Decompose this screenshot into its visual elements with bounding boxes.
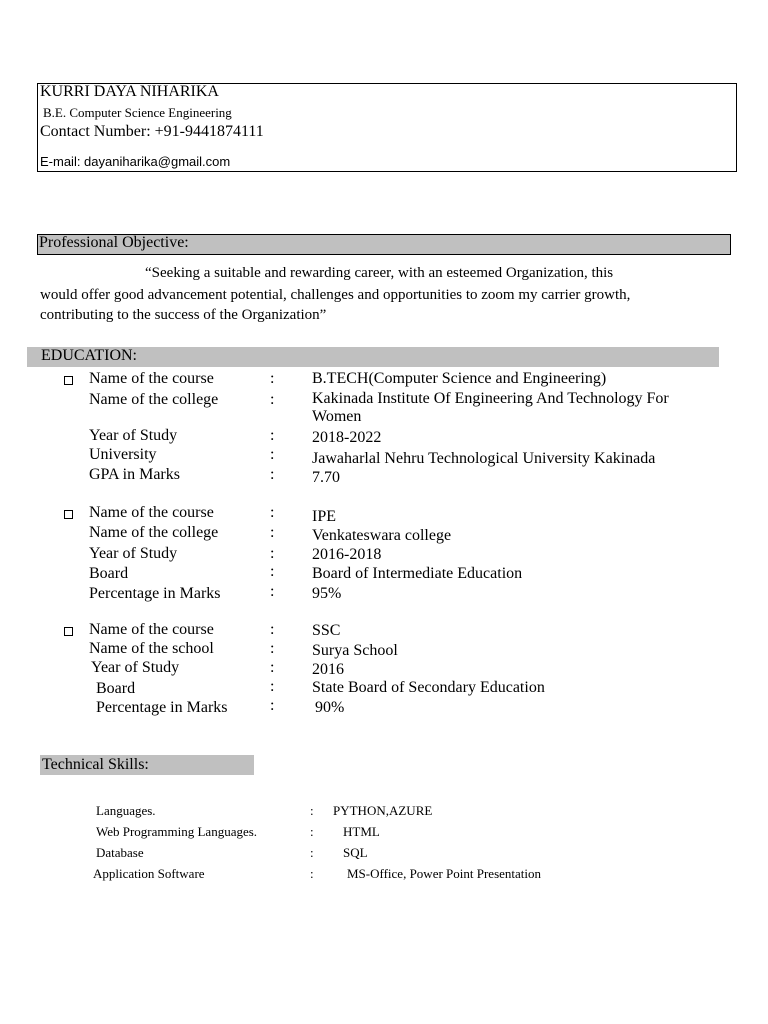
colon: : [270,370,275,387]
ipe-year-label: Year of Study [89,545,178,562]
btech-college-value-2: Women [312,408,362,425]
ipe-course-label: Name of the course [89,504,214,521]
ipe-college-label: Name of the college [89,524,219,541]
candidate-name: KURRI DAYA NIHARIKA [40,83,219,100]
colon: : [270,583,275,600]
ssc-school-value: Surya School [312,642,398,659]
education-heading: EDUCATION: [41,347,137,364]
skills-languages-value: PYTHON,AZURE [333,803,433,818]
skills-app-label: Application Software [93,866,205,881]
btech-university-value: Jawaharlal Nehru Technological University Kakinada [312,450,656,467]
objective-line-2: would offer good advancement potential, challenges and opportunities to zoom my carrier growth, [40,287,631,303]
colon: : [270,504,275,521]
ssc-board-label: Board [96,680,136,697]
ssc-course-value: SSC [312,622,341,639]
objective-line-3: contributing to the success of the Organization” [40,307,327,323]
ssc-course-label: Name of the course [89,621,214,638]
ipe-college-value: Venkateswara college [312,527,452,544]
colon: : [310,803,314,818]
colon: : [270,563,275,580]
btech-year-label: Year of Study [89,427,178,444]
ssc-year-label: Year of Study [91,659,180,676]
checkbox-icon [64,376,73,385]
ipe-course-value: IPE [312,508,336,525]
skills-app-value: MS-Office, Power Point Presentation [347,866,542,881]
colon: : [270,446,275,463]
ipe-percentage-value: 95% [312,585,342,602]
objective-heading: Professional Objective: [39,234,189,251]
ssc-percentage-value: 90% [315,699,345,716]
ssc-board-value: State Board of Secondary Education [312,679,545,696]
colon: : [270,427,275,444]
ssc-year-value: 2016 [312,661,344,678]
colon: : [270,391,275,408]
colon: : [310,824,314,839]
btech-college-label: Name of the college [89,391,219,408]
ssc-school-label: Name of the school [89,640,214,657]
colon: : [310,866,314,881]
degree: B.E. Computer Science Engineering [43,105,232,120]
colon: : [310,845,314,860]
objective-line-1: “Seeking a suitable and rewarding career, with an esteemed Organization, this [145,265,614,281]
colon: : [270,678,275,695]
checkbox-icon [64,627,73,636]
ipe-year-value: 2016-2018 [312,546,382,563]
skills-heading: Technical Skills: [42,756,149,773]
ssc-percentage-label: Percentage in Marks [96,699,228,716]
ipe-percentage-label: Percentage in Marks [89,585,221,602]
colon: : [270,524,275,541]
colon: : [270,466,275,483]
skills-database-label: Database [96,845,144,860]
btech-gpa-label: GPA in Marks [89,466,180,483]
contact-number: Contact Number: +91-9441874111 [40,123,264,140]
colon: : [270,697,275,714]
colon: : [270,545,275,562]
btech-course-value: B.TECH(Computer Science and Engineering) [312,370,607,387]
checkbox-icon [64,510,73,519]
btech-gpa-value: 7.70 [312,469,340,486]
ipe-board-value: Board of Intermediate Education [312,565,523,582]
btech-university-label: University [89,446,157,463]
skills-web-value: HTML [343,824,380,839]
skills-database-value: SQL [343,845,368,860]
colon: : [270,621,275,638]
colon: : [270,659,275,676]
colon: : [270,640,275,657]
skills-languages-label: Languages. [96,803,156,818]
skills-web-label: Web Programming Languages. [96,824,258,839]
btech-year-value: 2018-2022 [312,429,382,446]
btech-college-value-1: Kakinada Institute Of Engineering And Technology For [312,390,669,407]
ipe-board-label: Board [89,565,129,582]
email: E-mail: dayaniharika@gmail.com [40,154,231,169]
btech-course-label: Name of the course [89,370,214,387]
